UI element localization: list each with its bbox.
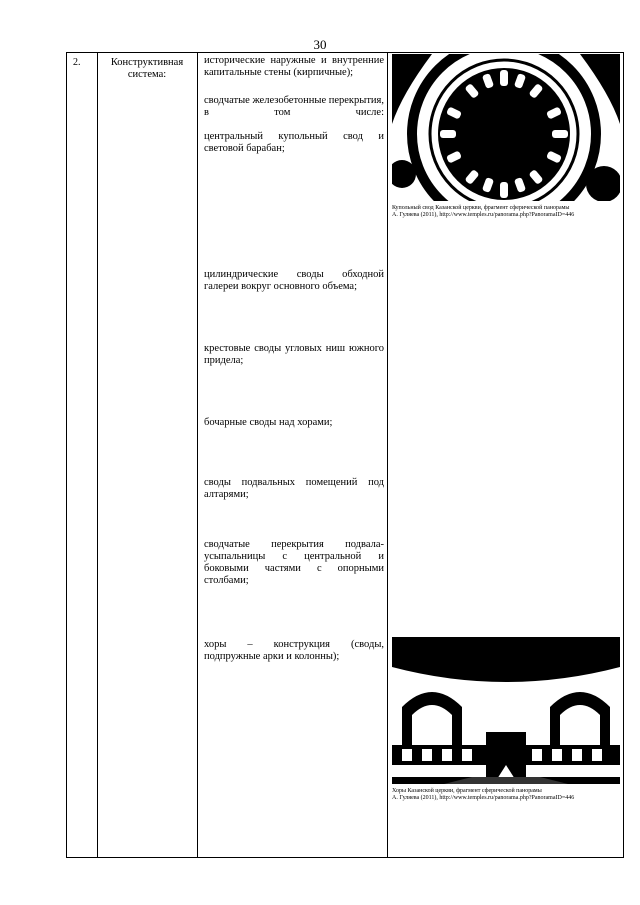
item-vaulted-ceilings: сводчатые железобетонные перекрытия, в том числе:	[204, 95, 384, 118]
item-barrel-vaults: бочарные своды над хорами;	[204, 417, 333, 428]
choir-caption: Хоры Казанской церкви, фрагмент сферической панорамы А. Гуляева (2011), http://www.temples.ru/panorama.php?PanoramaID=446	[392, 788, 575, 801]
row-number: 2.	[73, 57, 81, 68]
dome-photo	[392, 54, 620, 201]
spec-table	[66, 52, 624, 858]
choir-image	[392, 637, 620, 784]
column-divider	[197, 53, 198, 857]
item-basement-vaults: своды подвальных помещений под алтарями;	[204, 477, 384, 500]
item-crypt-ceilings: сводчатые перекрытия подвала-усыпальницы с центральной и боковыми частями с опорными столбами;	[204, 539, 384, 586]
dome-caption: Купольный свод Казанской церкви, фрагмент сферической панорамы А. Гуляева (2011), http://www.temples.ru/panorama.php?PanoramaID=446	[392, 205, 575, 218]
page-number: 30	[313, 37, 327, 52]
item-central-dome: центральный купольный свод и световой барабан;	[204, 131, 384, 154]
row-title: Конструктивная система:	[110, 57, 184, 80]
item-cross-vaults: крестовые своды угловых ниш южного придела;	[204, 343, 384, 366]
item-walls: исторические наружные и внутренние капитальные стены (кирпичные);	[204, 55, 384, 78]
item-choir-structure: хоры – конструкция (своды, подпружные арки и колонны);	[204, 639, 384, 662]
choir-photo	[392, 637, 620, 784]
figure-dome	[392, 54, 620, 219]
figure-choir	[392, 637, 620, 802]
item-gallery-vaults: цилиндрические своды обходной галереи вокруг основного объема;	[204, 269, 384, 292]
column-divider	[97, 53, 98, 857]
dome-image	[392, 54, 620, 201]
column-divider	[387, 53, 388, 857]
